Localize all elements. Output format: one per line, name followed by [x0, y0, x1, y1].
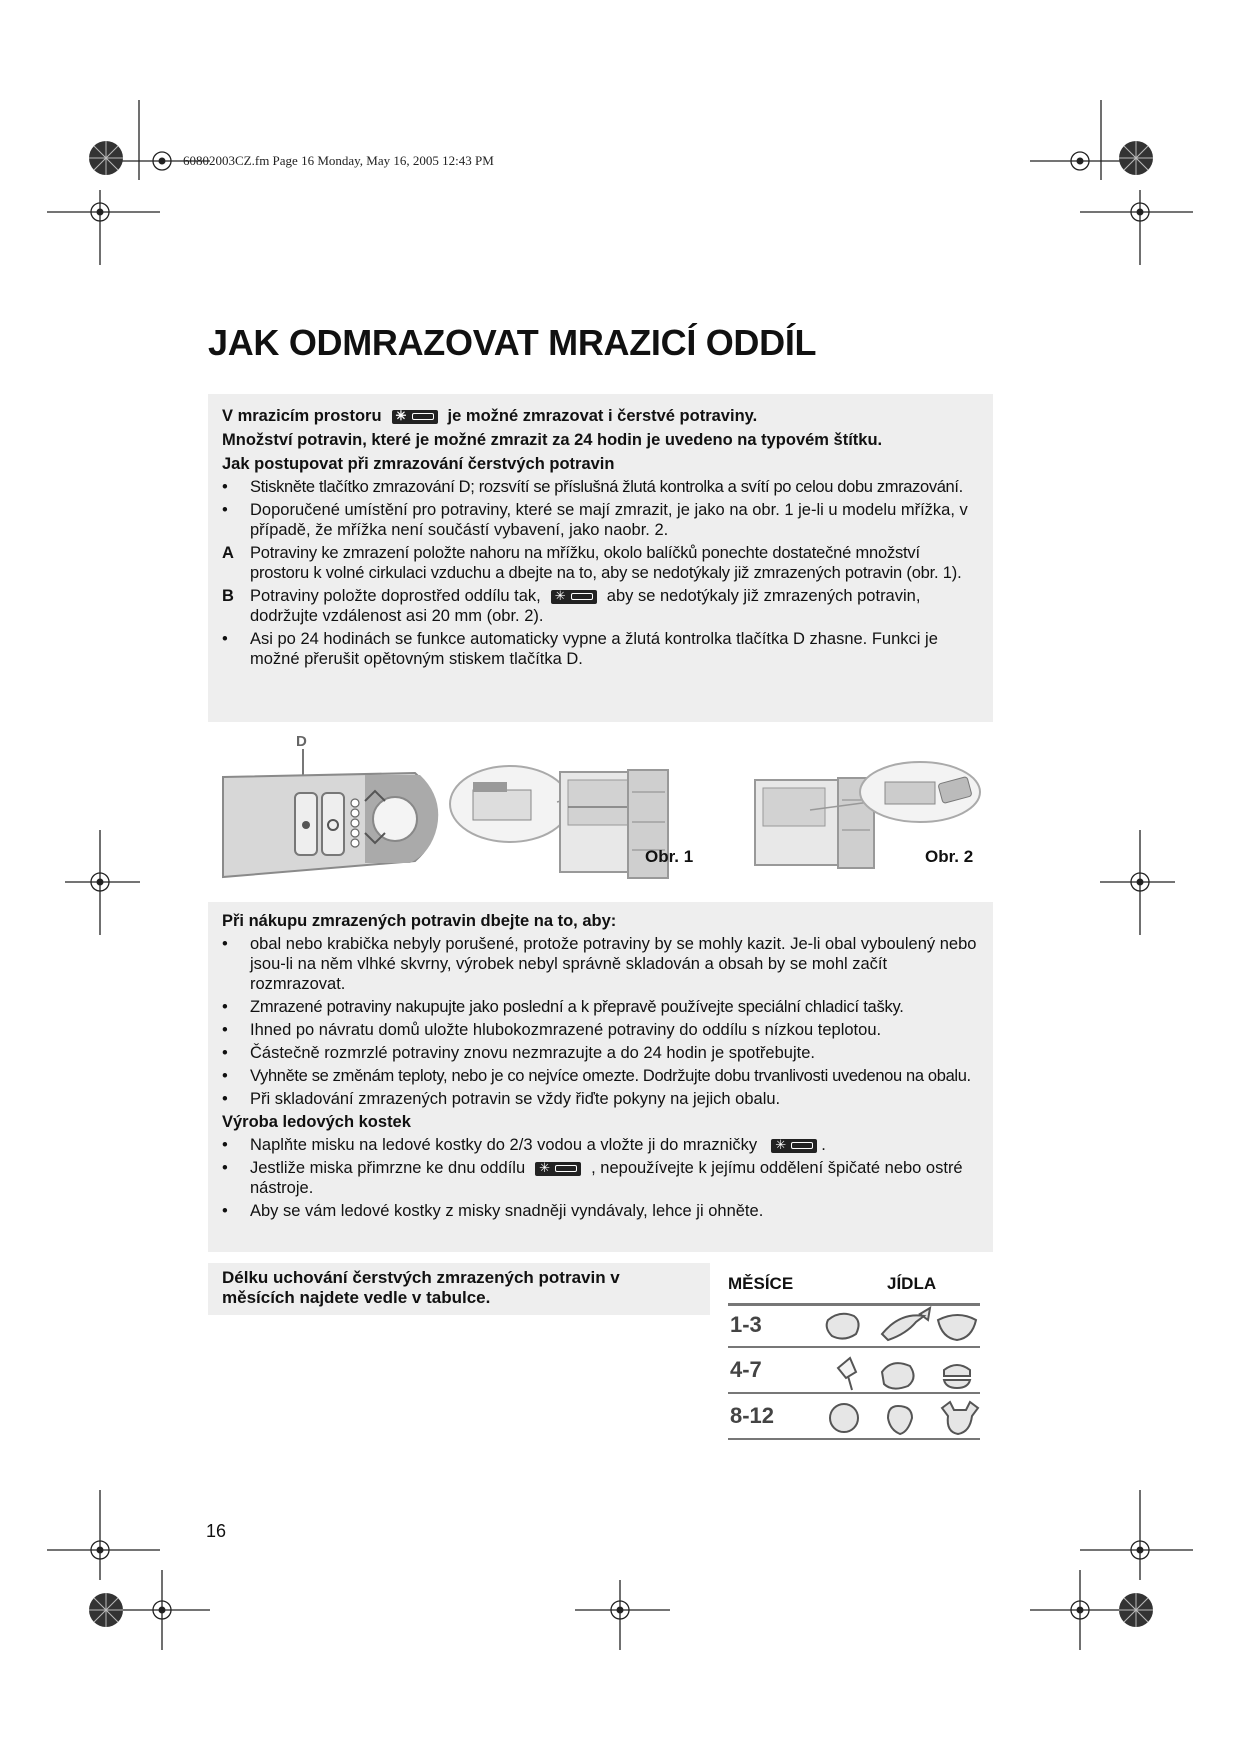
list-item	[222, 477, 979, 497]
list-item	[222, 586, 979, 626]
list-item-text	[250, 1135, 979, 1155]
bullet: •	[222, 1202, 228, 1220]
bullet: •	[222, 1021, 228, 1039]
storage-note-panel: Délku uchování čerstvých zmrazených potravin v měsících najdete vedle v tabulce.	[208, 1263, 710, 1315]
list-item	[222, 1201, 979, 1221]
control-panel-illustration	[215, 735, 445, 885]
figure-2-label: Obr. 2	[925, 847, 974, 866]
burger-icon	[944, 1365, 970, 1388]
bullet: •	[222, 998, 228, 1016]
foods-column-header: JÍDLA	[887, 1274, 937, 1293]
freezing-instructions-panel	[208, 394, 993, 722]
freezer-intro-a: V mrazicím prostoru	[222, 407, 382, 425]
list-item	[222, 1020, 979, 1040]
page-title: JAK ODMRAZOVAT MRAZICÍ ODDÍL	[208, 322, 817, 363]
freezer-symbol-icon: ✳	[392, 410, 438, 424]
bullet: •	[222, 630, 228, 648]
item-text-a: Naplňte misku na ledové kostky do 2/3 vodou a vložte ji do mrazničky	[250, 1136, 758, 1154]
bullet: •	[222, 1159, 228, 1177]
item-letter: B	[222, 587, 234, 605]
list-item-text: obal nebo krabička nebyly porušené, protože potraviny by se mohly kazit. Je-li obal vyboulený nebo jsou-li na něm vlhké skvrny, výrobek nebyl správně skladován a obsah by se mohl začít rozmrazovat.	[250, 935, 977, 993]
bullet: •	[222, 1067, 228, 1085]
list-item	[222, 1135, 979, 1155]
file-header: 60802003CZ.fm Page 16 Monday, May 16, 2005 12:43 PM	[183, 153, 494, 168]
vegetables-icon	[830, 1404, 858, 1432]
list-item	[222, 1158, 979, 1198]
list-item-text: Zmrazené potraviny nakupujte jako poslední a k přepravě používejte speciální chladicí tašky.	[250, 998, 904, 1016]
list-item-text: Aby se vám ledové kostky z misky snadněji vyndávaly, lehce ji ohněte.	[250, 1202, 764, 1220]
list-item	[222, 934, 979, 994]
bullet: •	[222, 478, 228, 496]
fridge-fig1-illustration	[445, 762, 685, 887]
freezer-symbol-icon: ✳	[551, 590, 597, 604]
list-item-text	[250, 1158, 979, 1198]
months-1-3: 1-3	[730, 1312, 762, 1337]
list-item-text: Potraviny ke zmrazení položte nahoru na mřížku, okolo balíčků ponechte dostatečné množství prostoru k volné cirkulaci vzduchu a dbejte na to, aby se nedotýkaly již zmrazených potravin (obr. 1).	[250, 544, 962, 582]
list-item	[222, 629, 979, 669]
item-text-b: , nepoužívejte k jejímu oddělení špičaté nebo ostré nástroje.	[250, 1159, 963, 1197]
bowl-icon	[938, 1315, 976, 1340]
page-number: 16	[206, 1521, 227, 1541]
list-item	[222, 1066, 979, 1086]
chicken-icon	[882, 1363, 914, 1388]
shopping-advice-panel	[208, 902, 993, 1252]
months-8-12: 8-12	[730, 1403, 775, 1428]
list-item	[222, 543, 979, 583]
ice-cubes-heading: Výroba ledových kostek	[222, 1113, 411, 1131]
freezer-intro-b: je možné zmrazovat i čerstvé potraviny.	[447, 407, 758, 425]
figure-1-label: Obr. 1	[645, 847, 694, 866]
meat-icon	[827, 1314, 859, 1339]
list-item-text: Doporučené umístění pro potraviny, které se mají zmrazit, je jako na obr. 1 je-li u modelu mřížka, v případě, že mřížka není součástí vybavení, jako naobr. 2.	[250, 501, 968, 539]
list-item-text: Při skladování zmrazených potravin se vždy řiďte pokyny na jejich obalu.	[250, 1090, 781, 1108]
list-item-text: Stiskněte tlačítko zmrazování D; rozsvítí se příslušná žlutá kontrolka a svítí po celou dobu zmrazování.	[250, 478, 963, 496]
strawberry-icon	[888, 1406, 912, 1434]
shopping-heading: Při nákupu zmrazených potravin dbejte na to, aby:	[222, 912, 617, 930]
list-item-text	[250, 586, 979, 626]
months-column-header: MĚSÍCE	[728, 1274, 794, 1293]
list-item-text: Asi po 24 hodinách se funkce automaticky vypne a žlutá kontrolka tlačítka D zhasne. Funkci je možné přerušit opětovným stiskem tlačítka D.	[250, 630, 938, 668]
list-item	[222, 1043, 979, 1063]
list-item-text: Částečně rozmrzlé potraviny znovu nezmrazujte a do 24 hodin je spotřebujte.	[250, 1044, 815, 1062]
procedure-heading: Jak postupovat při zmrazování čerstvých potravin	[222, 455, 615, 473]
freezer-symbol-icon: ✳	[535, 1162, 581, 1176]
freezer-intro-line	[222, 406, 979, 426]
item-text-a: Jestliže miska přimrzne ke dnu oddílu	[250, 1159, 526, 1177]
item-text-b: .	[821, 1136, 826, 1154]
capacity-line: Množství potravin, které je možné zmrazit za 24 hodin je uvedeno na typovém štítku.	[222, 431, 883, 449]
item-letter: A	[222, 544, 234, 562]
list-item-text: Vyhněte se změnám teploty, nebo je co nejvíce omezte. Dodržujte dobu trvanlivosti uvedenou na obalu.	[250, 1067, 971, 1085]
list-item-text: Ihned po návratu domů uložte hlubokozmrazené potraviny do oddílu s nízkou teplotou.	[250, 1021, 882, 1039]
bullet: •	[222, 1136, 228, 1154]
herb-icon	[838, 1358, 856, 1390]
bullet: •	[222, 501, 228, 519]
bullet: •	[222, 1090, 228, 1108]
item-text-a: Potraviny položte doprostřed oddílu tak,	[250, 587, 541, 605]
cow-icon	[942, 1402, 978, 1434]
food-icons-grid	[820, 1306, 990, 1441]
months-4-7: 4-7	[730, 1357, 762, 1382]
list-item	[222, 1089, 979, 1109]
list-item	[222, 500, 979, 540]
fish-icon	[882, 1308, 930, 1340]
list-item	[222, 997, 979, 1017]
bullet: •	[222, 1044, 228, 1062]
panel-letter-d: D	[296, 733, 307, 750]
bullet: •	[222, 935, 228, 953]
item-text-b: aby se nedotýkaly již zmrazených potravin, dodržujte vzdálenost asi 20 mm (obr. 2).	[250, 587, 921, 625]
freezer-symbol-icon: ✳	[771, 1139, 817, 1153]
